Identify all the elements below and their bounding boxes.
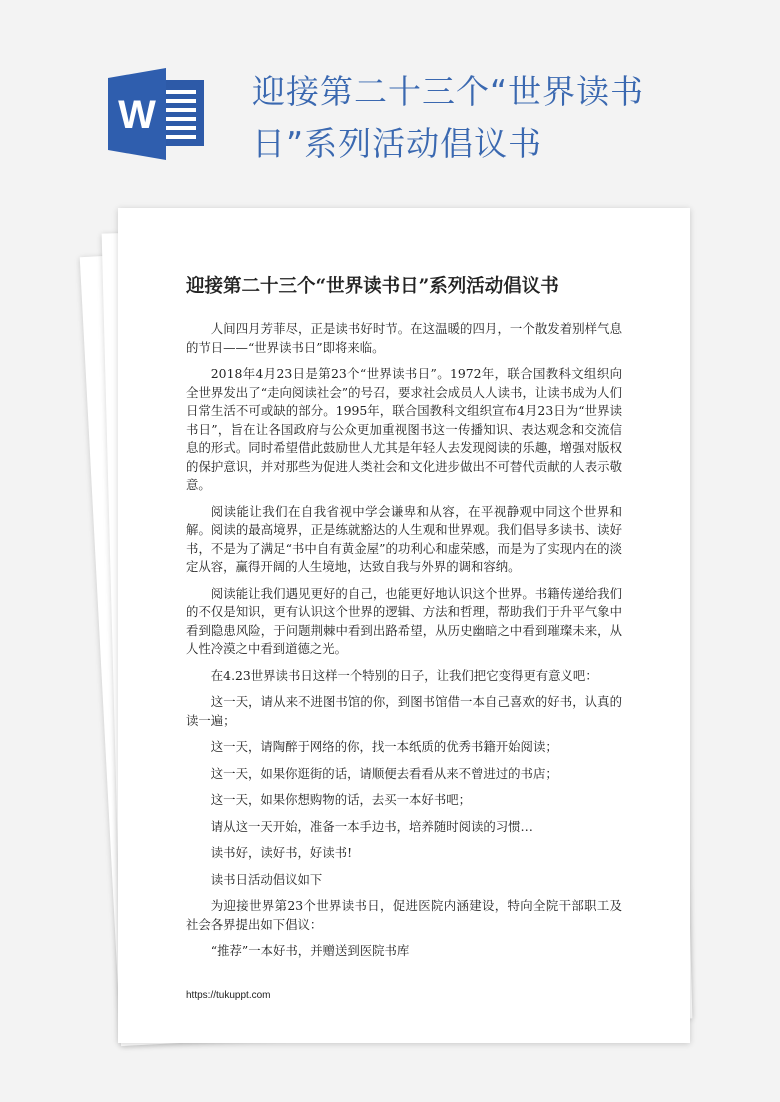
document-page bbox=[118, 208, 690, 1043]
paragraph: 为迎接世界第23个世界读书日，促进医院内涵建设，特向全院干部职工及社会各界提出如下倡议： bbox=[186, 898, 622, 932]
footer-url: https://tukuppt.com bbox=[186, 989, 271, 1001]
paragraph: “推荐”一本好书，并赠送到医院书库 bbox=[210, 943, 410, 958]
paragraph: 在4.23世界读书日这样一个特别的日子，让我们把它变得更有意义吧： bbox=[210, 667, 598, 683]
paragraph: 阅读能让我们遇见更好的自己，也能更好地认识这个世界。书籍传递给我们的不仅是知识，更有认识这个世界的逻辑、方法和哲理，帮助我们于升平气象中看到隐患风险，于问题荆棘中看到出路希望，从历史幽暗之中看到璀璨未来，从人性冷漠之中看到道德之光。 bbox=[186, 585, 622, 656]
svg-text:W: W bbox=[118, 93, 156, 137]
word-document-icon bbox=[108, 68, 208, 160]
paragraph: 阅读能让我们在自我省视中学会谦卑和从容，在平视静观中同这个世界和解。阅读的最高境界，正是练就豁达的人生观和世界观。我们倡导多读书、读好书，不是为了满足“书中自有黄金屋”的功利心和虚荣感，而是为了实现内在的淡定从容，赢得开阔的人生境地，达致自我与外界的调和容纳。 bbox=[186, 503, 622, 574]
paragraph: 2018年4月23日是第23个“世界读书日”。1972年，联合国教科文组织向全世界发出了“走向阅读社会”的号召，要求社会成员人人读书，让读书成为人们日常生活不可或缺的部分。1995年，联合国教科文组织宣布4月23日为“世界读书日”，旨在让各国政府与公众更加重视图书这一传播知识、表达观念和交流信息的形式。同时希望借此鼓励世人尤其是年轻人去发现阅读的乐趣，增强对版权的保护意识，并对那些为促进人类社会和文化进步做出不可替代贡献的人表示敬意。 bbox=[186, 366, 622, 492]
paragraph: 这一天，如果你逛街的话，请顺便去看看从来不曾进过的书店； bbox=[210, 765, 558, 781]
paragraph-list bbox=[186, 320, 622, 961]
document-title: 迎接第二十三个“世界读书日”系列活动倡议书 bbox=[186, 276, 559, 297]
paragraph: 读书好，读好书，好读书! bbox=[210, 845, 353, 860]
paragraph: 这一天，请从来不进图书馆的你，到图书馆借一本自己喜欢的好书，认真的读一遍； bbox=[186, 694, 622, 728]
document-body bbox=[186, 272, 622, 961]
paragraph: 人间四月芳菲尽，正是读书好时节。在这温暖的四月，一个散发着别样气息的节日——“世界读书日”即将来临。 bbox=[186, 321, 622, 355]
paragraph: 这一天，请陶醉于网络的你，找一本纸质的优秀书籍开始阅读； bbox=[210, 739, 558, 754]
paragraph: 读书日活动倡议如下 bbox=[210, 871, 323, 887]
paragraph: 这一天，如果你想购物的话，去买一本好书吧； bbox=[210, 792, 471, 807]
paragraph: 请从这一天开始，准备一本手边书，培养随时阅读的习惯… bbox=[210, 818, 533, 834]
header-title: 迎接第二十三个“世界读书日”系列活动倡议书 bbox=[252, 72, 645, 163]
